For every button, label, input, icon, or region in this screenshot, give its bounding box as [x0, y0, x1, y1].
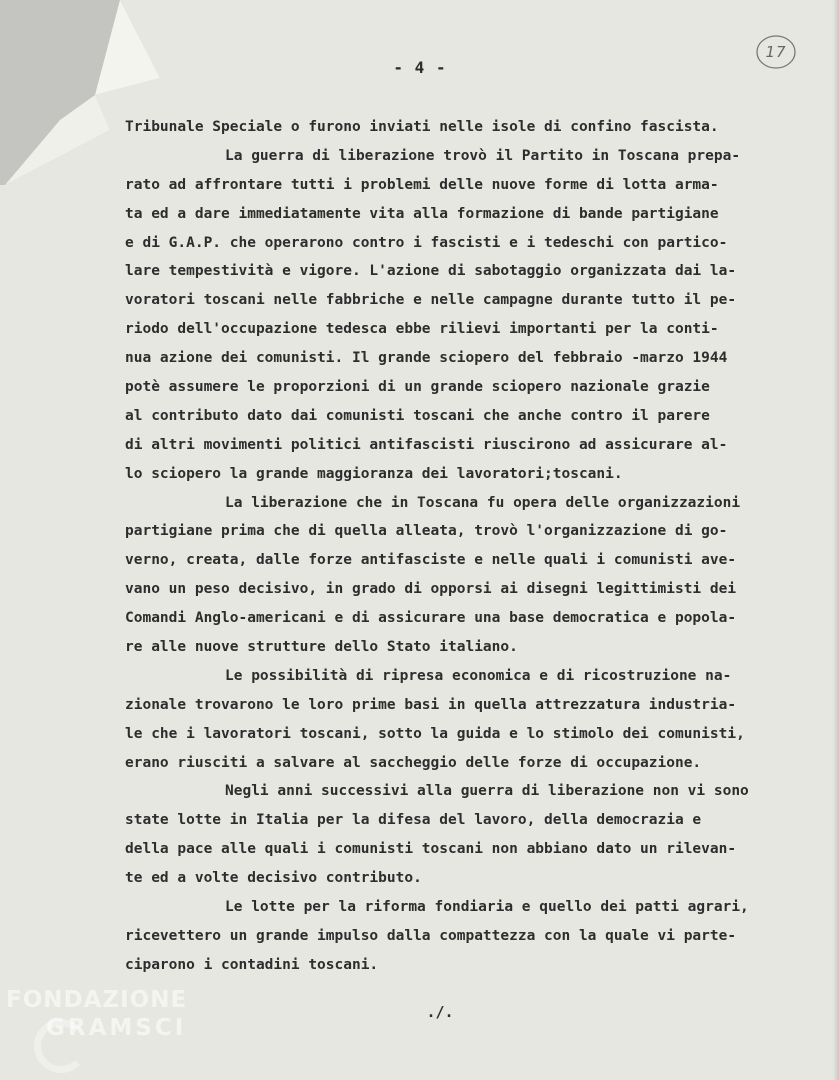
- text-line: erano riusciti a salvare al saccheggio delle forze di occupazione.: [125, 754, 702, 771]
- fondazione-gramsci-watermark: [6, 985, 216, 1075]
- text-line: re alle nuove strutture dello Stato italiano.: [125, 639, 518, 656]
- text-line: riodo dell'occupazione tedesca ebbe rilievi importanti per la conti-: [125, 321, 719, 338]
- text-line: state lotte in Italia per la difesa del lavoro, della democrazia e: [125, 812, 702, 829]
- text-line: voratori toscani nelle fabbriche e nelle campagne durante tutto il pe-: [125, 292, 737, 309]
- page-number: - 4 -: [393, 58, 447, 77]
- archive-stamp: [755, 33, 797, 71]
- text-line: Le possibilità di ripresa economica e di ricostruzione na-: [225, 667, 732, 684]
- text-line: e di G.A.P. che operarono contro i fascisti e i tedeschi con partico-: [125, 234, 728, 251]
- text-line: di altri movimenti politici antifascisti riuscirono ad assicurare al-: [125, 436, 728, 453]
- text-line: al contributo dato dai comunisti toscani che anche contro il parere: [125, 407, 710, 424]
- text-line: rato ad affrontare tutti i problemi delle nuove forme di lotta arma-: [125, 176, 719, 193]
- text-line: Negli anni successivi alla guerra di liberazione non vi sono: [225, 783, 749, 800]
- text-line: nua azione dei comunisti. Il grande sciopero del febbraio -marzo 1944: [125, 350, 728, 367]
- watermark-line-1: FONDAZIONE: [6, 987, 188, 1013]
- text-line: La liberazione che in Toscana fu opera delle organizzazioni: [225, 494, 741, 511]
- text-line: potè assumere le proporzioni di un grande sciopero nazionale grazie: [125, 379, 710, 396]
- text-line: Tribunale Speciale o furono inviati nelle isole di confino fascista.: [125, 119, 719, 135]
- page-edge: [833, 0, 839, 1080]
- text-line: te ed a volte decisivo contributo.: [125, 870, 422, 887]
- text-line: vano un peso decisivo, in grado di opporsi ai disegni legittimisti dei: [125, 581, 737, 598]
- continuation-mark: ./.: [426, 1003, 454, 1021]
- text-line: Le lotte per la riforma fondiaria e quello dei patti agrari,: [225, 899, 749, 916]
- document-body: [125, 113, 825, 980]
- watermark-line-2: GRAMSCI: [46, 1015, 187, 1041]
- text-line: La guerra di liberazione trovò il Partito in Toscana prepa-: [225, 147, 741, 164]
- text-line: lo sciopero la grande maggioranza dei lavoratori;toscani.: [125, 465, 623, 482]
- text-line: le che i lavoratori toscani, sotto la guida e lo stimolo dei comunisti,: [125, 725, 745, 742]
- text-line: zionale trovarono le loro prime basi in quella attrezzatura industria-: [125, 696, 737, 713]
- text-line: Comandi Anglo-americani e di assicurare una base democratica e popola-: [125, 610, 737, 627]
- text-line: partigiane prima che di quella alleata, trovò l'organizzazione di go-: [125, 523, 728, 540]
- archive-number: 17: [765, 43, 787, 61]
- text-line: ricevettero un grande impulso dalla compattezza con la quale vi parte-: [125, 927, 737, 944]
- text-line: verno, creata, dalle forze antifasciste e nelle quali i comunisti ave-: [125, 552, 737, 569]
- text-line: della pace alle quali i comunisti toscani non abbiano dato un rilevan-: [125, 841, 737, 858]
- text-line: ta ed a dare immediatamente vita alla formazione di bande partigiane: [125, 205, 719, 222]
- text-line: lare tempestività e vigore. L'azione di sabotaggio organizzata dai la-: [125, 263, 737, 280]
- text-line: ciparono i contadini toscani.: [125, 956, 379, 973]
